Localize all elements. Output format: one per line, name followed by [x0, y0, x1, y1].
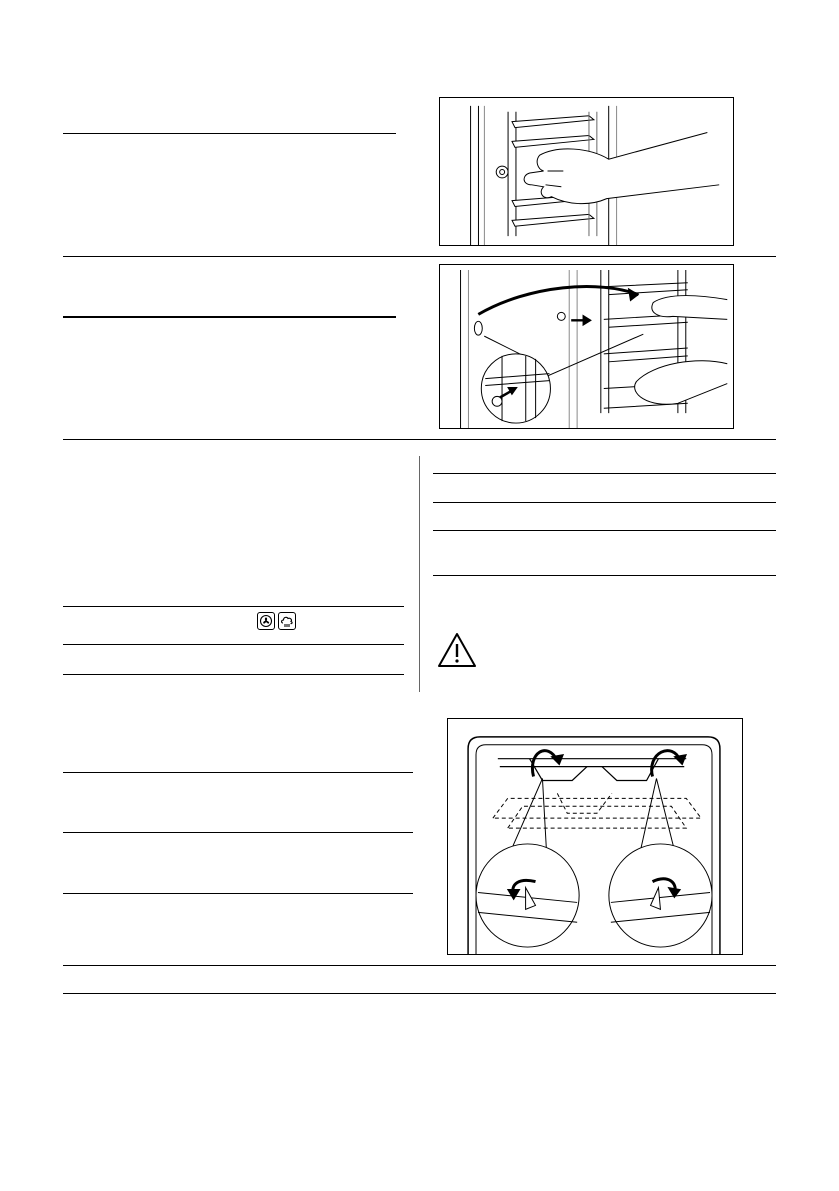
table-row-divider — [63, 674, 404, 675]
table-row-divider — [63, 644, 404, 645]
figure-lower-heating-element — [447, 718, 743, 955]
divider — [63, 316, 396, 318]
divider — [63, 133, 396, 134]
table-row-divider — [433, 502, 776, 503]
steam-cloud-symbol-icon — [278, 612, 296, 630]
table-row-divider — [63, 606, 404, 607]
divider — [63, 993, 776, 994]
mode-icons — [257, 612, 296, 630]
table-row-divider — [433, 575, 776, 576]
divider — [63, 439, 776, 440]
figure-install-shelf-support — [439, 264, 734, 429]
divider — [63, 965, 776, 966]
divider — [63, 772, 413, 773]
divider — [63, 256, 776, 257]
divider — [63, 893, 413, 894]
table-row-divider — [433, 530, 776, 531]
figure-remove-shelf-support — [439, 97, 734, 246]
table-row-divider — [433, 473, 776, 474]
column-divider — [419, 456, 420, 692]
divider — [63, 832, 413, 833]
warning-triangle-icon — [437, 632, 477, 668]
fan-symbol-icon — [257, 612, 275, 630]
